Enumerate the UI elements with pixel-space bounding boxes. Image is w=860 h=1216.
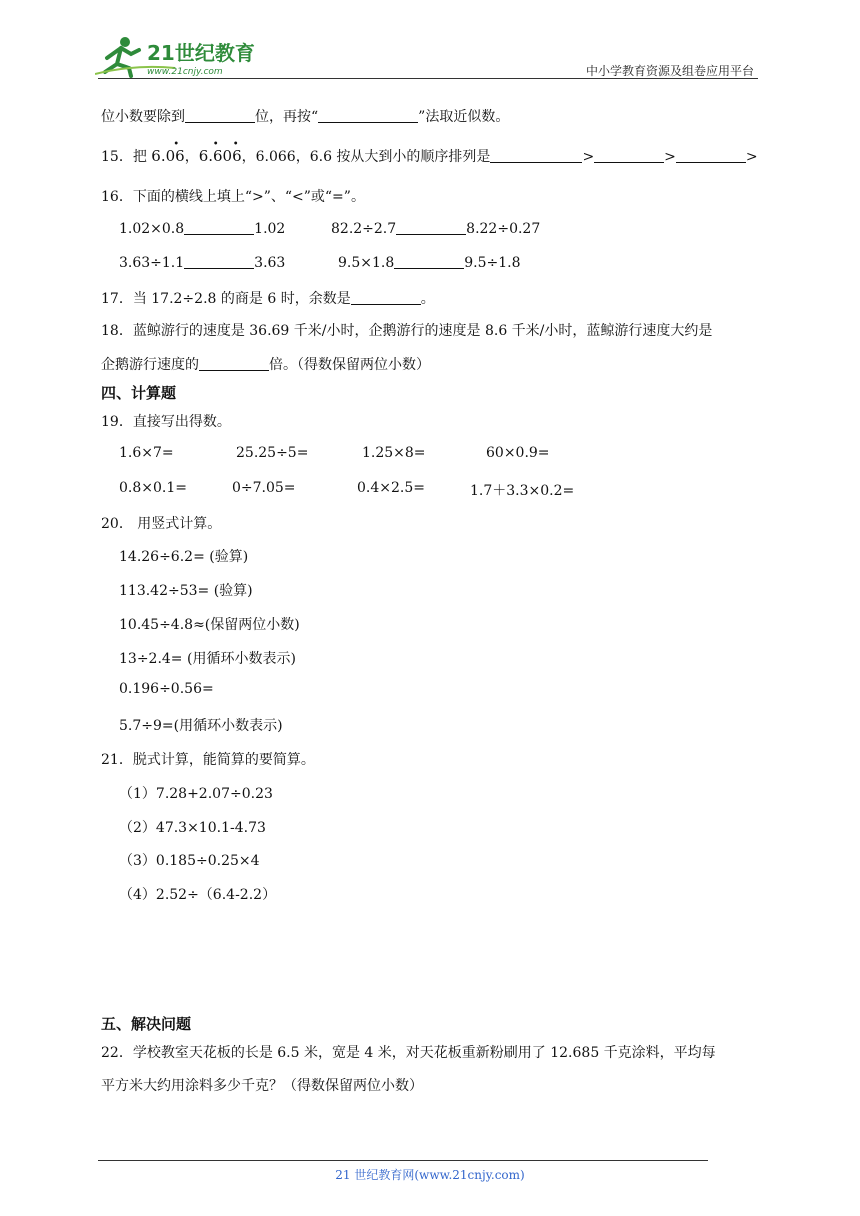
question-17: 17．当 17.2÷2.8 的商是 6 时，余数是 。 xyxy=(101,291,435,307)
answer-blank xyxy=(676,148,746,163)
header-divider xyxy=(98,78,758,79)
site-logo xyxy=(95,34,265,78)
q21-item: （3）0.185÷0.25×4 xyxy=(119,853,260,869)
question-18-line-1: 18．蓝鲸游行的速度是 36.69 千米/小时，企鹅游行的速度是 8.6 千米/小时，蓝鲸游行速度大约是 xyxy=(101,323,713,339)
q19-item: 1.7＋3.3×0.2= xyxy=(470,483,575,499)
question-18-line-2: 企鹅游行速度的 倍。（得数保留两位小数） xyxy=(101,357,430,373)
q20-item: 14.26÷6.2= (验算) xyxy=(119,549,249,565)
question-21-title: 21．脱式计算，能简算的要简算。 xyxy=(101,752,315,768)
q19-item: 25.25÷5= xyxy=(236,445,309,461)
repeating-decimal-1: • 6.06 xyxy=(151,139,185,165)
answer-blank xyxy=(185,108,255,123)
q19-item: 0.4×2.5= xyxy=(357,480,425,496)
q20-item: 113.42÷53= (验算) xyxy=(119,583,253,599)
q19-item: 1.25×8= xyxy=(362,445,426,461)
q19-item: 1.6×7= xyxy=(119,445,174,461)
question-16-title: 16．下面的横线上填上“>”、“<”或“=”。 xyxy=(101,189,365,205)
question-22-line-1: 22．学校教室天花板的长是 6.5 米，宽是 4 米，对天花板重新粉刷用了 12.685 千克涂料，平均每 xyxy=(101,1045,716,1061)
footer-divider xyxy=(98,1160,708,1161)
q20-item: 5.7÷9=(用循环小数表示) xyxy=(119,718,283,734)
q20-item: 10.45÷4.8≈(保留两位小数) xyxy=(119,617,300,633)
section-5-heading: 五、解决问题 xyxy=(101,1015,192,1033)
question-20-title: 20． 用竖式计算。 xyxy=(101,516,222,532)
q19-item: 0.8×0.1= xyxy=(119,480,187,496)
answer-blank xyxy=(199,356,269,371)
answer-blank xyxy=(351,290,421,305)
section-4-heading: 四、计算题 xyxy=(101,384,177,402)
answer-blank xyxy=(318,108,418,123)
answer-blank xyxy=(394,254,464,269)
q16-row-2b: 9.5×1.8 9.5÷1.8 xyxy=(338,255,521,271)
q20-item: 0.196÷0.56= xyxy=(119,681,214,697)
q14-tail: 位小数要除到 位，再按“ ”法取近似数。 xyxy=(101,109,510,125)
q20-item: 13÷2.4= (用循环小数表示) xyxy=(119,651,296,667)
answer-blank xyxy=(594,148,664,163)
repeating-decimal-2: • • 6.606 xyxy=(198,139,242,165)
q16-row-1b: 82.2÷2.7 8.22÷0.27 xyxy=(331,221,541,237)
question-15: 15．把 • 6.06， • • 6.606，6.066，6.6 按从大到小的顺序排列是 > > > xyxy=(101,139,758,165)
footer-text: 21 世纪教育网(www.21cnjy.com) xyxy=(335,1168,525,1182)
q16-row-2: 3.63÷1.1 3.63 xyxy=(119,255,286,271)
q21-item: （2）47.3×10.1-4.73 xyxy=(119,820,266,836)
question-22-line-2: 平方米大约用涂料多少千克？（得数保留两位小数） xyxy=(101,1078,423,1094)
q21-item: （4）2.52÷（6.4-2.2） xyxy=(119,887,277,903)
q16-row-1: 1.02×0.8 1.02 xyxy=(119,221,286,237)
answer-blank xyxy=(184,220,254,235)
logo-url: www.21cnjy.com xyxy=(147,67,223,77)
q19-item: 60×0.9= xyxy=(486,445,550,461)
platform-name: 中小学教育资源及组卷应用平台 xyxy=(585,64,754,78)
answer-blank xyxy=(490,148,582,163)
question-19-title: 19．直接写出得数。 xyxy=(101,414,231,430)
q21-item: （1）7.28+2.07÷0.23 xyxy=(119,786,273,802)
answer-blank xyxy=(184,254,254,269)
q19-item: 0÷7.05= xyxy=(232,480,296,496)
logo-text: 21世纪教育 xyxy=(147,41,255,65)
answer-blank xyxy=(396,220,466,235)
